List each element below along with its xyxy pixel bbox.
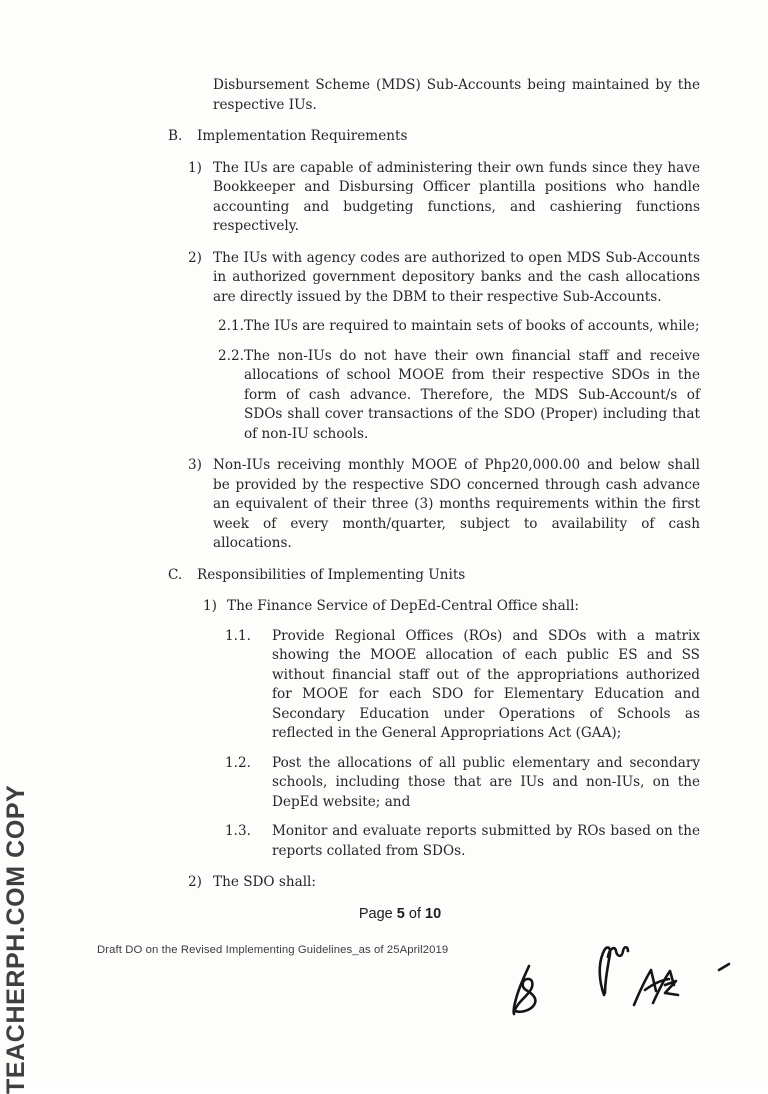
list-item — [168, 249, 700, 308]
intro-paragraph: Disbursement Scheme (MDS) Sub-Accounts being maintained by the respective IUs. — [213, 77, 700, 113]
draft-footnote: Draft DO on the Revised Implementing Guidelines_as of 25April2019 — [97, 944, 449, 956]
list-item-number: 3) — [188, 457, 202, 473]
list-item — [168, 873, 700, 893]
sub-item-text: Provide Regional Offices (ROs) and SDOs with a matrix showing the MOOE allocation of each public ES and SS without financial staff out of the appropriations authorized for MOOE for each SDO for Elementary Education and Secondary Education under Operations of Schools as reflected in the General Appropriations Act (GAA); — [272, 627, 700, 741]
section-c-heading — [168, 566, 700, 586]
list-item — [168, 597, 700, 617]
page-label: Page — [358, 905, 393, 922]
sub-item-number: 2.2. — [218, 347, 244, 364]
page-number-value: 5 — [396, 905, 405, 922]
list-item-number: 2) — [188, 874, 202, 890]
sub-item-number: 1.1. — [225, 627, 251, 644]
list-item-number: 2) — [188, 249, 202, 266]
total-pages-value: 10 — [425, 905, 442, 922]
sub-item-text: Monitor and evaluate reports submitted by ROs based on the reports collated from SDOs. — [272, 823, 700, 859]
section-title: Responsibilities of Implementing Units — [197, 566, 466, 583]
sub-list-item — [168, 347, 700, 445]
list-item-text: Non-IUs receiving monthly MOOE of Php20,000.00 and below shall be provided by the respective SDO concerned through cash advance an equivalent of their three (3) months requirements within the first week of every month/quarter, subject to availability of cash allocations. — [213, 457, 700, 551]
list-item-text: The Finance Service of DepEd-Central Office shall: — [227, 598, 579, 614]
list-item-number: 1) — [203, 598, 217, 614]
of-label: of — [408, 905, 421, 922]
sub-item-text: The non-IUs do not have their own financial staff and receive allocations of school MOOE from their respective SDOs in the form of cash advance. Therefore, the MDS Sub-Account/s of SDOs shall cover transactions of the SDO (Proper) including that of non-IU schools. — [244, 347, 700, 442]
sub-item-text: The IUs are required to maintain sets of books of accounts, while; — [244, 318, 700, 334]
signature-initial-3-icon — [665, 981, 678, 995]
sub-list-item — [168, 754, 700, 813]
watermark-text: TEACHERPH.COM COPY — [2, 784, 30, 1094]
sub-item-number: 2.1. — [218, 318, 244, 334]
page-number-line — [134, 905, 666, 925]
sub-list-item — [168, 317, 700, 337]
signature-marks — [495, 935, 745, 1025]
document-body — [168, 76, 700, 924]
list-item-text: The IUs are capable of administering their own funds since they have Bookkeeper and Disbursing Officer plantilla positions who handle accounting and budgeting functions, and cashiering functions respectively. — [213, 159, 700, 234]
section-b-heading — [168, 127, 700, 147]
list-item-text: The IUs with agency codes are authorized to open MDS Sub-Accounts in authorized government depository banks and the cash allocations are directly issued by the DBM to their respective Sub-Accounts. — [213, 249, 700, 305]
pen-tick-icon — [719, 964, 729, 970]
list-item-text: The SDO shall: — [213, 874, 316, 890]
sub-list-item — [168, 822, 700, 861]
sub-list-item — [168, 627, 700, 744]
sub-item-text: Post the allocations of all public elementary and secondary schools, including those that are IUs and non-IUs, on the DepEd website; and — [272, 754, 700, 810]
sub-item-number: 1.2. — [225, 754, 251, 771]
list-item — [168, 456, 700, 554]
list-item-number: 1) — [188, 159, 202, 176]
signature-initial-3-icon — [634, 970, 656, 1005]
section-label: C. — [168, 566, 183, 583]
section-label: B. — [168, 128, 183, 144]
list-item — [168, 159, 700, 237]
sub-item-number: 1.3. — [225, 823, 251, 839]
section-title: Implementation Requirements — [197, 128, 408, 144]
